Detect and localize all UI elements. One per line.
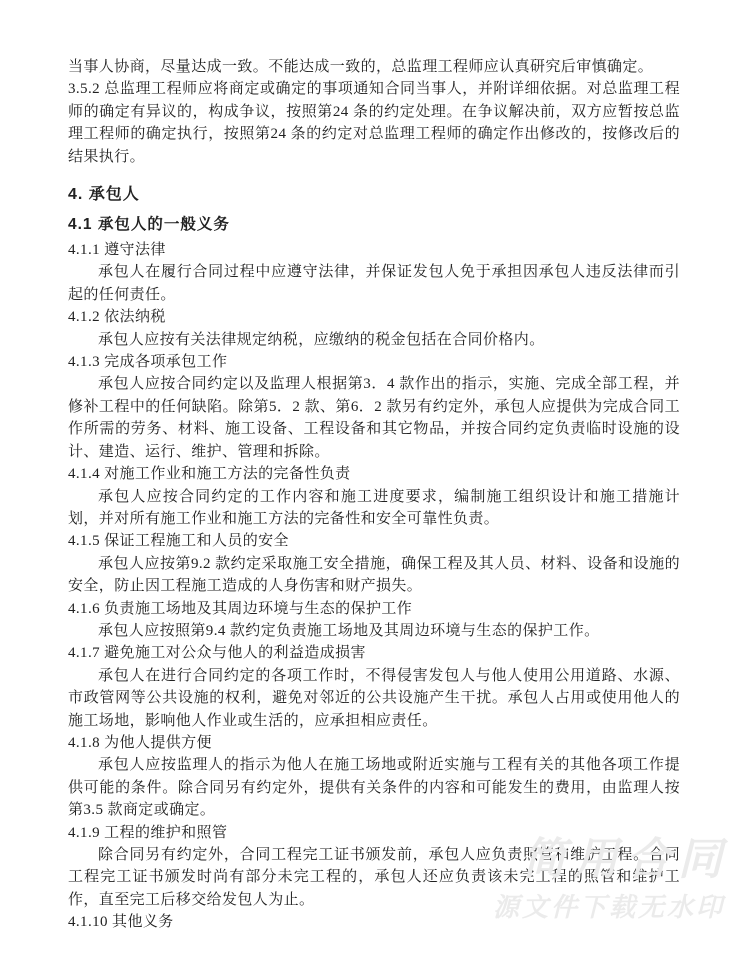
paragraph-continuation: 当事人协商，尽量达成一致。不能达成一致的，总监理工程师应认真研究后审慎确定。 [68, 59, 654, 75]
clause-body-4-1-5: 承包人应按第9.2 款约定采取施工安全措施，确保工程及其人员、材料、设备和设施的安全，防止因工程施工造成的人身伤害和财产损失。 [68, 555, 680, 595]
clause-title-4-1-8: 4.1.8 为他人提供方便 [68, 734, 212, 751]
clause-3-5-2: 3.5.2 总监理工程师应将商定或确定的事项通知合同当事人，并附详细依据。对总监理工程师的确定有异议的，构成争议，按照第24 条的约定处理。在争议解决前，双方应暂按总监理工程师的确定执行，按照第24 条的约定对总监理工程师的确定作出修改的，按修改后的结果执行。 [68, 81, 680, 165]
clause-body-4-1-6: 承包人应按照第9.4 款约定负责施工场地及其周边环境与生态的保护工作。 [98, 622, 600, 639]
clause-body-4-1-4: 承包人应按合同约定的工作内容和施工进度要求，编制施工组织设计和施工措施计划，并对所有施工作业和施工方法的完备性和安全可靠性负责。 [68, 488, 680, 527]
document-body [68, 56, 680, 960]
clause-body-4-1-9: 除合同另有约定外，合同工程完工证书颁发前，承包人应负责照管和维护工程。合同工程完工证书颁发时尚有部分未完工程的，承包人还应负责该未完工程的照管和维护工作，直至完工后移交给发包人为止。 [68, 847, 680, 908]
clause-body-4-1-8: 承包人应按监理人的指示为他人在施工场地或附近实施与工程有关的其他各项工作提供可能的条件。除合同另有约定外，提供有关条件的内容和可能发生的费用，由监理人按第3.5 款商定或确定。 [68, 757, 680, 819]
clause-title-4-1-5: 4.1.5 保证工程施工和人员的安全 [68, 533, 289, 550]
clause-body-4-1-2: 承包人应按有关法律规定纳税，应缴纳的税金包括在合同价格内。 [98, 331, 545, 348]
clause-title-4-1-10: 4.1.10 其他义务 [68, 914, 174, 931]
clause-body-4-1-1: 承包人在履行合同过程中应遵守法律，并保证发包人免于承担因承包人违反法律而引起的任何责任。 [68, 264, 680, 303]
watermark-brand: 简用合同 [522, 835, 730, 884]
clause-title-4-1-4: 4.1.4 对施工作业和施工方法的完备性负责 [68, 466, 351, 483]
watermark-tagline: 源文件下载无水印 [492, 892, 725, 922]
clause-body-4-1-7: 承包人在进行合同约定的各项工作时，不得侵害发包人与他人使用公用道路、水源、市政管网等公共设施的权利，避免对邻近的公共设施产生干扰。承包人占用或使用他人的施工场地，影响他人作业或生活的，应承担相应责任。 [68, 667, 680, 729]
clause-title-4-1-1: 4.1.1 遵守法律 [68, 242, 166, 259]
clause-title-4-1-9: 4.1.9 工程的维护和照管 [68, 824, 228, 841]
clause-title-4-1-2: 4.1.2 依法纳税 [68, 309, 166, 326]
clause-title-4-1-6: 4.1.6 负责施工场地及其周边环境与生态的保护工作 [68, 600, 413, 617]
section-heading-4: 4. 承包人 [68, 186, 140, 204]
clause-title-4-1-7: 4.1.7 避免施工对公众与他人的利益造成损害 [68, 645, 366, 662]
subsection-heading-4-1: 4.1 承包人的一般义务 [68, 216, 230, 234]
clause-title-4-1-3: 4.1.3 完成各项承包工作 [68, 354, 228, 371]
clause-body-4-1-3: 承包人应按合同约定以及监理人根据第3．4 款作出的指示，实施、完成全部工程，并修补工程中的任何缺陷。除第5．2 款、第6．2 款另有约定外，承包人应提供为完成合同工作所需的劳务、材料、施工设备、工程设备和其它物品，并按合同约定负责临时设施的设计、建造、运行、维护、管理和拆除。 [68, 376, 680, 460]
